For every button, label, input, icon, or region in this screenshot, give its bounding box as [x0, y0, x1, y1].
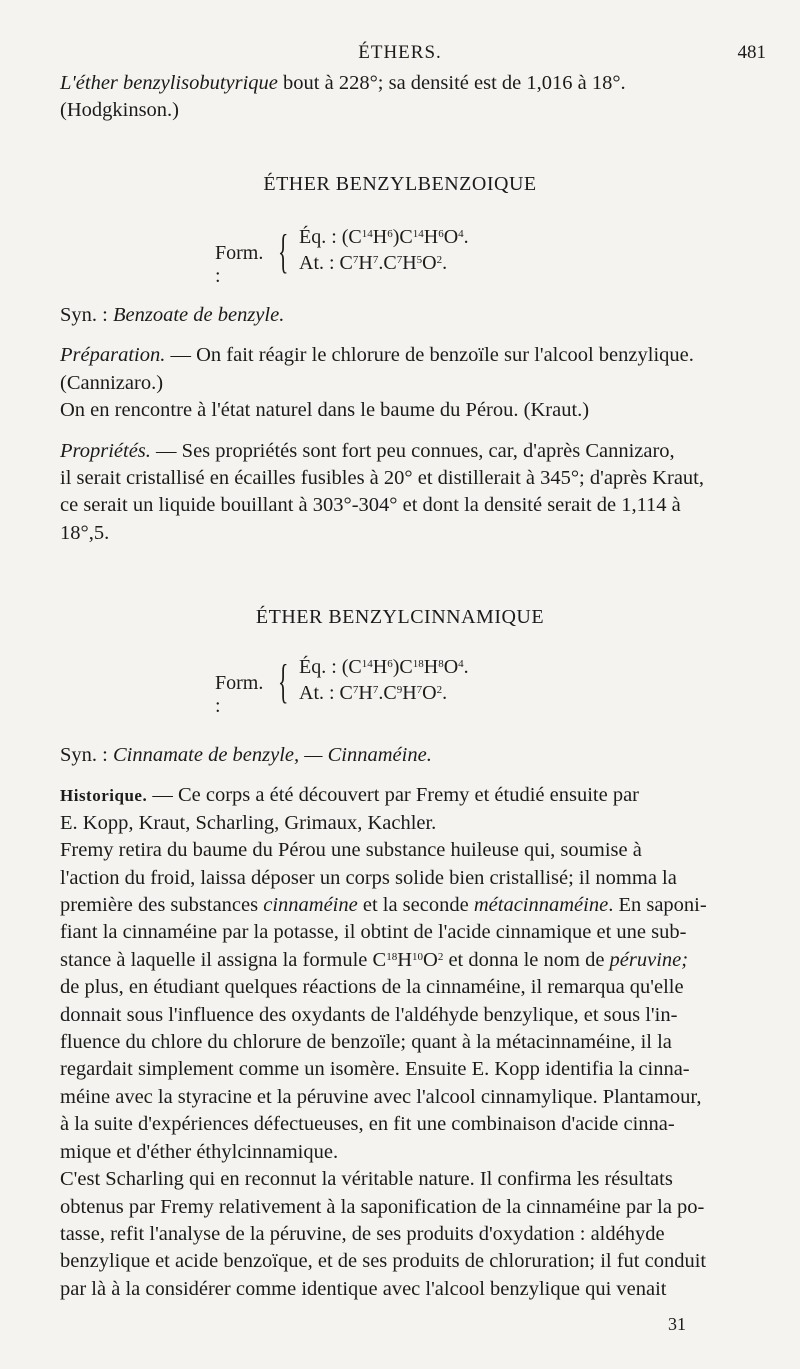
- historique-label: Historique.: [60, 786, 148, 806]
- brace-glyph: {: [278, 655, 289, 708]
- historique-line-2: E. Kopp, Kraut, Scharling, Grimaux, Kachler.: [60, 811, 437, 834]
- properties-line-2: il serait cristallisé en écailles fusibles à 20° et distillerait à 345°; d'après Kraut,: [60, 467, 704, 490]
- natural-occurrence: On en rencontre à l'état naturel dans le baume du Pérou. (Kraut.): [60, 399, 590, 422]
- paragraph-scharling-line: par là à la considérer comme identique avec l'alcool benzylique qui venait: [60, 1277, 667, 1300]
- formula-label: Form. :: [215, 242, 264, 287]
- intro-text: bout à 228°; sa densité est de 1,016 à 18°.: [277, 72, 626, 94]
- paragraph-fremy-line: stance à laquelle il assigna la formule $C^{18}H^{10}O^2$ et donna le nom de péruvine;: [60, 948, 689, 971]
- running-head: [0, 38, 800, 66]
- paragraph-fremy-line: fiant la cinnaméine par la potasse, il obtint de l'acide cinnamique et une sub-: [60, 921, 687, 944]
- formula-atomic: At. : $C^7H^7.C^7H^5O^2$.: [299, 252, 448, 274]
- synonym-line: Syn. : Cinnamate de benzyle, — Cinnaméine.: [60, 744, 432, 766]
- section1-body: [60, 302, 768, 547]
- properties-line-4: 18°,5.: [60, 521, 110, 544]
- formula-equivalent: Éq. : $(C^{14}H^6)C^{14}H^6O^4$.: [299, 226, 469, 248]
- formula-atomic: At. : $C^7H^7.C^9H^7O^2$.: [299, 682, 448, 704]
- paragraph-fremy-line: mique et d'éther éthylcinnamique.: [60, 1140, 339, 1163]
- paragraph-fremy-line: à la suite d'expériences défectueuses, en fit une combinaison d'acide cinna-: [60, 1113, 675, 1136]
- historique-line-1: Historique. — Ce corps a été découvert par Fremy et étudié ensuite par: [60, 784, 640, 807]
- preparation-source: (Cannizaro.): [60, 371, 164, 394]
- formula-label: Form. :: [215, 672, 264, 717]
- paragraph-scharling-line: tasse, refit l'analyse de la péruvine, de ses produits d'oxydation : aldéhyde: [60, 1222, 665, 1245]
- signature-mark: 31: [668, 1314, 686, 1334]
- intro-source: (Hodgkinson.): [60, 99, 180, 122]
- paragraph-fremy-line: l'action du froid, laissa déposer un corps solide bien cristallisé; il nomma la: [60, 866, 677, 889]
- paragraph-fremy: Fremy retira du baume du Pérou une substance huileuse qui, soumise à: [60, 839, 642, 862]
- paragraph-fremy-line: donnait sous l'influence des oxydants de l'aldéhyde benzylique, et sous l'in-: [60, 1003, 678, 1026]
- brace-glyph: {: [278, 225, 289, 278]
- preparation-paragraph: Préparation. — On fait réagir le chlorure de benzoïle sur l'alcool benzylique.: [60, 344, 694, 367]
- paragraph-scharling-line: C'est Scharling qui en reconnut la véritable nature. Il confirma les résultats: [60, 1168, 673, 1191]
- properties-line-3: ce serait un liquide bouillant à 303°-304° et dont la densité serait de 1,114 à: [60, 494, 681, 517]
- paragraph-fremy-line: méine avec la styracine et la péruvine avec l'alcool cinnamylique. Plantamour,: [60, 1085, 702, 1108]
- synonym-line: Syn. : Benzoate de benzyle.: [60, 304, 285, 326]
- properties-line-1: Propriétés. — Ses propriétés sont fort peu connues, car, d'après Cannizaro,: [60, 439, 675, 462]
- intro-ether-name: L'éther benzylisobutyrique: [60, 72, 278, 94]
- synonym-value: Cinnamate de benzyle, — Cinnaméine.: [112, 744, 432, 766]
- section-title-benzylbenzoique: ÉTHER BENZYLBENZOIQUE: [263, 173, 537, 195]
- page-number: 481: [737, 42, 766, 63]
- paragraph-fremy-line: fluence du chlore du chlorure de benzoïle; quant à la métacinnaméine, il la: [60, 1031, 672, 1054]
- paragraph-scharling-line: obtenus par Fremy relativement à la saponification de la cinnaméine par la po-: [60, 1195, 705, 1218]
- paragraph-fremy-line: première des substances cinnaméine et la seconde métacinnaméine. En saponi-: [60, 894, 707, 917]
- formula-equivalent: Éq. : $(C^{14}H^6)C^{18}H^8O^4$.: [299, 656, 469, 678]
- section-title-benzylcinnamique: ÉTHER BENZYLCINNAMIQUE: [255, 606, 545, 628]
- paragraph-fremy-line: regardait simplement comme un isomère. Ensuite E. Kopp identifia la cinna-: [60, 1058, 690, 1081]
- section2-body: [60, 742, 768, 1303]
- running-title: ÉTHERS.: [358, 42, 442, 63]
- intro-paragraph: [60, 70, 768, 125]
- paragraph-scharling-line: benzylique et acide benzoïque, et de ses produits de chloruration; il fut conduit: [60, 1250, 707, 1273]
- paragraph-fremy-line: de plus, en étudiant quelques réactions de la cinnaméine, il remarqua qu'elle: [60, 976, 684, 999]
- synonym-value: Benzoate de benzyle.: [112, 304, 285, 326]
